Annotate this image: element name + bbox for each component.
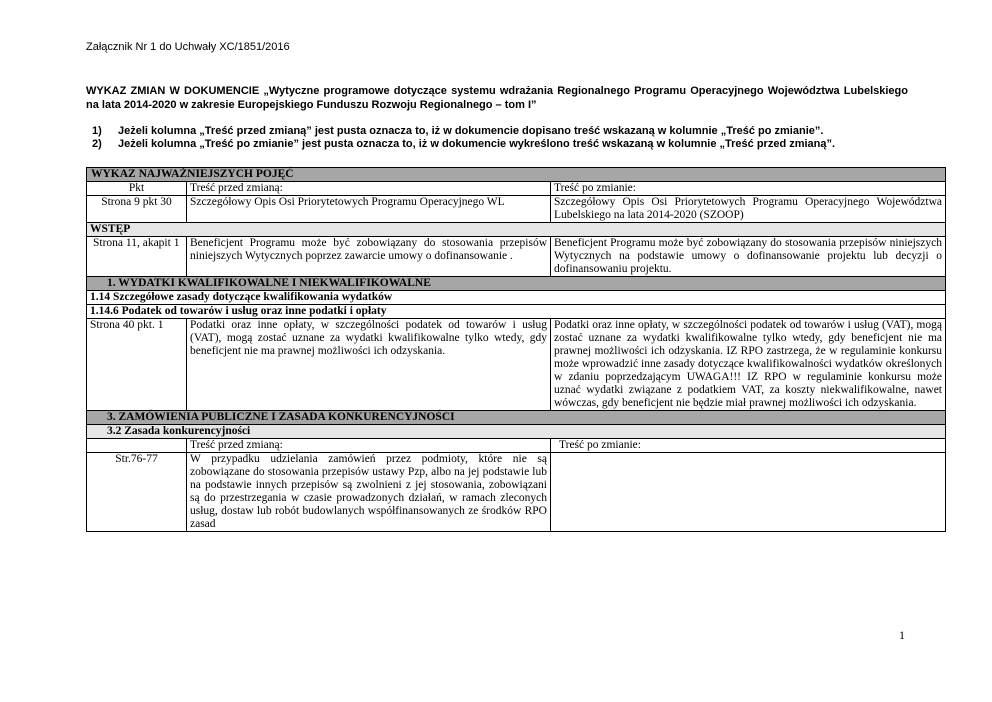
- note-item: [86, 138, 916, 151]
- row-pkt: Str.76-77: [87, 453, 187, 532]
- changes-table: [86, 167, 946, 532]
- subsection-row: [87, 291, 946, 305]
- column-header-before: Treść przed zmianą:: [187, 439, 551, 453]
- row-pkt: Strona 9 pkt 30: [87, 196, 187, 223]
- page-number: 1: [899, 628, 905, 642]
- column-header-after: Treść po zmianie:: [551, 439, 946, 453]
- column-header-row: [87, 182, 946, 196]
- subsection-row: [87, 425, 946, 439]
- row-after-text: [551, 453, 946, 532]
- subsection-row: [87, 305, 946, 319]
- note-text: Jeżeli kolumna „Treść przed zmianą” jest pusta oznacza to, iż w dokumencie dopisano treść wskazaną w kolumnie „Treść po zmianie”.: [118, 125, 824, 137]
- subsection-title: 3.2 Zasada konkurencyjności: [87, 425, 946, 439]
- table-row: [87, 196, 946, 223]
- note-number: 2): [92, 138, 102, 150]
- table-row: [87, 453, 946, 532]
- section-header-row: [87, 411, 946, 425]
- section-title: WYKAZ NAJWAŻNIEJSZYCH POJĘĆ: [87, 168, 946, 182]
- table-row: [87, 319, 946, 411]
- section-title: WSTĘP: [87, 223, 946, 237]
- row-before-text: Podatki oraz inne opłaty, w szczególności podatek od towarów i usług (VAT), mogą zostać uznane za wydatki kwalifikowalne tylko wtedy, gdy beneficjent nie ma prawnej możliwości ich odzyskania.: [187, 319, 551, 411]
- subsection-title: 1.14.6 Podatek od towarów i usług oraz inne podatki i opłaty: [87, 305, 946, 319]
- note-item: [86, 125, 916, 138]
- column-header-pkt: [87, 439, 187, 453]
- table-row: [87, 237, 946, 277]
- row-after-text: Szczegółowy Opis Osi Priorytetowych Programu Operacyjnego Województwa Lubelskiego na lata 2014-2020 (SZOOP): [551, 196, 946, 223]
- column-header-row: [87, 439, 946, 453]
- section-header-row: [87, 223, 946, 237]
- column-header-before: Treść przed zmianą:: [187, 182, 551, 196]
- attachment-note: Załącznik Nr 1 do Uchwały XC/1851/2016: [86, 41, 290, 53]
- row-before-text: Beneficjent Programu może być zobowiązany do stosowania przepisów niniejszych Wytycznych poprzez zawarcie umowy o dofinansowanie .: [187, 237, 551, 277]
- row-pkt: Strona 11, akapit 1: [87, 237, 187, 277]
- note-text: Jeżeli kolumna „Treść po zmianie” jest pusta oznacza to, iż w dokumencie wykreślono treść wskazaną w kolumnie „Treść przed zmianą”.: [118, 138, 836, 150]
- row-after-text: Beneficjent Programu może być zobowiązany do stosowania przepisów niniejszych Wytycznych na podstawie umowy o dofinansowanie projektu lub decyzji o dofinansowaniu projektu.: [551, 237, 946, 277]
- column-header-pkt: Pkt: [87, 182, 187, 196]
- section-header-row: [87, 168, 946, 182]
- notes-list: [86, 125, 916, 151]
- column-header-after: Treść po zmianie:: [551, 182, 946, 196]
- row-after-text: Podatki oraz inne opłaty, w szczególności podatek od towarów i usług (VAT), mogą zostać uznane za wydatki kwalifikowalne tylko wtedy, gdy beneficjent nie ma prawnej możliwości ich odzyskania. IZ RPO zastrzega, że w regulaminie konkursu może wprowadzić inne zasady dotyczące kwalifikowalności wydatków określonych w zdaniu poprzedzającym UWAGA!!! IZ RPO w regulaminie konkursu może uznać wydatki związane z podatkiem VAT, za koszty niekwalifikowalne, nawet wówczas, gdy beneficjent nie będzie miał prawnej możliwości ich odzyskania.: [551, 319, 946, 411]
- section-title: 1. WYDATKI KWALIFIKOWALNE I NIEKWALIFIKOWALNE: [87, 277, 946, 291]
- subsection-title: 1.14 Szczegółowe zasady dotyczące kwalifikowania wydatków: [87, 291, 946, 305]
- document-title: WYKAZ ZMIAN W DOKUMENCIE „Wytyczne programowe dotyczące systemu wdrażania Regionalnego Programu Operacyjnego Województwa Lubelskiego na lata 2014-2020 w zakresie Europejskiego Funduszu Rozwoju Regionalnego – tom I”: [86, 85, 908, 111]
- section-title: 3. ZAMÓWIENIA PUBLICZNE I ZASADA KONKURENCYJNOŚCI: [87, 411, 946, 425]
- section-header-row: [87, 277, 946, 291]
- row-before-text: Szczegółowy Opis Osi Priorytetowych Programu Operacyjnego WL: [187, 196, 551, 223]
- row-pkt: Strona 40 pkt. 1: [87, 319, 187, 411]
- row-before-text: W przypadku udzielania zamówień przez podmioty, które nie są zobowiązane do stosowania przepisów ustawy Pzp, albo na jej podstawie lub na podstawie innych przepisów są zwolnieni z jej stosowania, zobowiązani są do przestrzegania w czasie prowadzonych działań, w ramach zleconych usług, dostaw lub robót budowlanych współfinansowanych ze środków RPO zasad: [187, 453, 551, 532]
- note-number: 1): [92, 125, 102, 137]
